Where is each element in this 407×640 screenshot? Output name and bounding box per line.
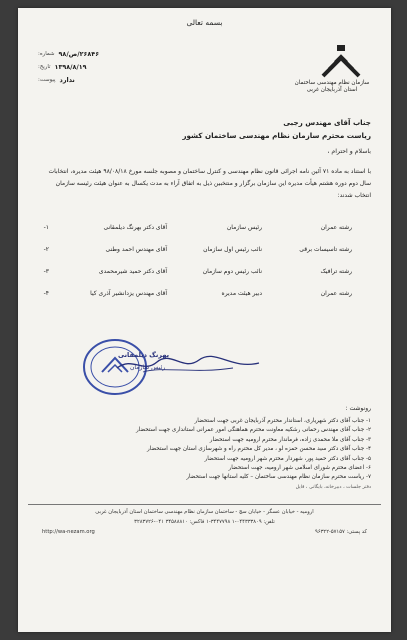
member-field: رشته ترافیک bbox=[320, 267, 352, 275]
bismillah-heading: بسمه تعالی bbox=[186, 18, 223, 27]
meta-number-row bbox=[38, 48, 99, 61]
recipient-line2: ریاست محترم سازمان نظام مهندسی ساختمان کشور bbox=[182, 131, 371, 140]
number-value: ۲۶۸۴۶/ص/۹۸ bbox=[58, 50, 100, 58]
member-name: آقای دکتر بهرنگ دیلمقانی bbox=[103, 223, 167, 231]
cc-list bbox=[41, 417, 371, 492]
member-row bbox=[31, 216, 371, 238]
date-value: ۱۳۹۸/۸/۱۹ bbox=[54, 63, 87, 71]
footer-address: ارومیه - خیابان عسگر - خیابان سچ - ساختمان سازمان نظام مهندسی ساختمان استان آذربایجان غربی bbox=[95, 509, 314, 515]
member-field: رشته تاسیسات برقی bbox=[299, 245, 352, 253]
member-number: ۴- bbox=[43, 289, 49, 297]
cc-label: رونوشت : bbox=[345, 405, 371, 412]
member-number: ۳- bbox=[43, 267, 49, 275]
signatory-title: رئیس سازمان bbox=[130, 364, 166, 371]
greeting: باسلام و احترام ، bbox=[327, 148, 371, 155]
number-label: شماره: bbox=[38, 51, 55, 57]
cc-item: ۴- جناب آقای دکتر سید محسن حمزه لو ، مدیر کل محترم راه و شهرسازی استان جهت استحضار bbox=[147, 446, 371, 453]
recipient-line1: جناب آقای مهندس رجبی bbox=[283, 118, 371, 127]
member-position: نائب رئیس دوم سازمان bbox=[202, 267, 262, 275]
member-name: آقای مهندس احمد وطنی bbox=[105, 245, 167, 253]
member-row bbox=[31, 282, 371, 304]
member-row bbox=[31, 260, 371, 282]
member-field: رشته عمران bbox=[320, 223, 352, 231]
footer-postal: کد پستی: ۵۷۱۵۷-۹۶۳۲۲ bbox=[315, 529, 367, 535]
attachment-value: ندارد bbox=[59, 76, 75, 84]
cc-item: ۱- جناب آقای دکتر شهریاری، استاندار محترم آذربایجان غربی جهت استحضار bbox=[194, 418, 371, 424]
footer-website: http://wa-nezam.org bbox=[42, 529, 95, 535]
recipient-block bbox=[182, 116, 371, 142]
members-list bbox=[31, 216, 371, 304]
member-name: آقای مهندس یزدانشیر آذری کیا bbox=[90, 289, 167, 297]
cc-item: ۳- جناب آقای ملا محمدی زاده، فرماندار محترم ارومیه جهت استحضار bbox=[209, 436, 371, 443]
cc-item: دفتر جلسات ، دبیرخانه، بایگانی ، فایل bbox=[295, 484, 371, 490]
letter-body: با استناد به ماده ۷۱ آئین نامه اجرائی قانون نظام مهندسی و کنترل ساختمان و مصوبه جلسه مورخ ۹۸/۰۸/۱۸ هیئت مدیره، انتخابات سال دوم دوره هشتم هیأت مدیره این سازمان برگزار و منتخبین ذیل به اتفاق آراء به مدت یکسال به عنوان هیئت رئیسه سازمان انتخاب شدند: bbox=[48, 168, 371, 199]
org-logo-icon bbox=[317, 42, 365, 82]
footer-links-row bbox=[18, 527, 391, 537]
member-position: نائب رئیس اول سازمان bbox=[203, 245, 262, 253]
member-number: ۱- bbox=[43, 223, 49, 231]
org-name-line1: سازمان نظام مهندسی ساختمان bbox=[294, 80, 370, 86]
member-position: دبیر هیئت مدیره bbox=[221, 289, 262, 297]
org-name-line2: استان آذربایجان غربی bbox=[306, 87, 358, 93]
signatory-name: بهرنگ دیلمقانی bbox=[118, 351, 170, 359]
meta-attachment-row bbox=[38, 74, 99, 87]
member-field: رشته عمران bbox=[320, 289, 352, 297]
date-label: تاریخ: bbox=[38, 64, 51, 70]
meta-date-row bbox=[38, 61, 99, 74]
member-position: رئیس سازمان bbox=[226, 223, 262, 231]
cc-item: ۷- ریاست محترم سازمان نظام مهندسی ساختمان – کلیه استانها جهت استحضار bbox=[186, 474, 371, 481]
member-number: ۲- bbox=[43, 245, 49, 253]
footer-phones: تلفن: ۰۴۴۳۳۳۸۰۹-۱ ۳۴۴۷۷۹۸-۱ فاکس: ۳۴۵۸۸۸۱۰ ۰۴۱-۳۲۸۳۷۲۶ bbox=[134, 519, 275, 525]
member-row bbox=[31, 238, 371, 260]
cc-item: ۲- جناب آقای مهندس رحمانی رشکیه معاونت محترم هماهنگی امور عمرانی استانداری جهت استحضار bbox=[135, 427, 371, 434]
org-name bbox=[287, 80, 377, 94]
member-name: آقای دکتر حمید شیرمحمدی bbox=[98, 267, 167, 275]
letter-meta bbox=[38, 48, 99, 87]
cc-item: ۶- اعضای محترم شورای اسلامی شهر ارومیه، جهت استحضار bbox=[228, 465, 371, 472]
attachment-label: پیوست: bbox=[38, 77, 56, 83]
footer-divider bbox=[28, 504, 381, 505]
letter-footer bbox=[18, 507, 391, 537]
cc-item: ۵- جناب آقای دکتر حمید پور، شهردار محترم شهر ارومیه جهت استحضار bbox=[204, 455, 371, 462]
letter-page bbox=[18, 8, 391, 632]
